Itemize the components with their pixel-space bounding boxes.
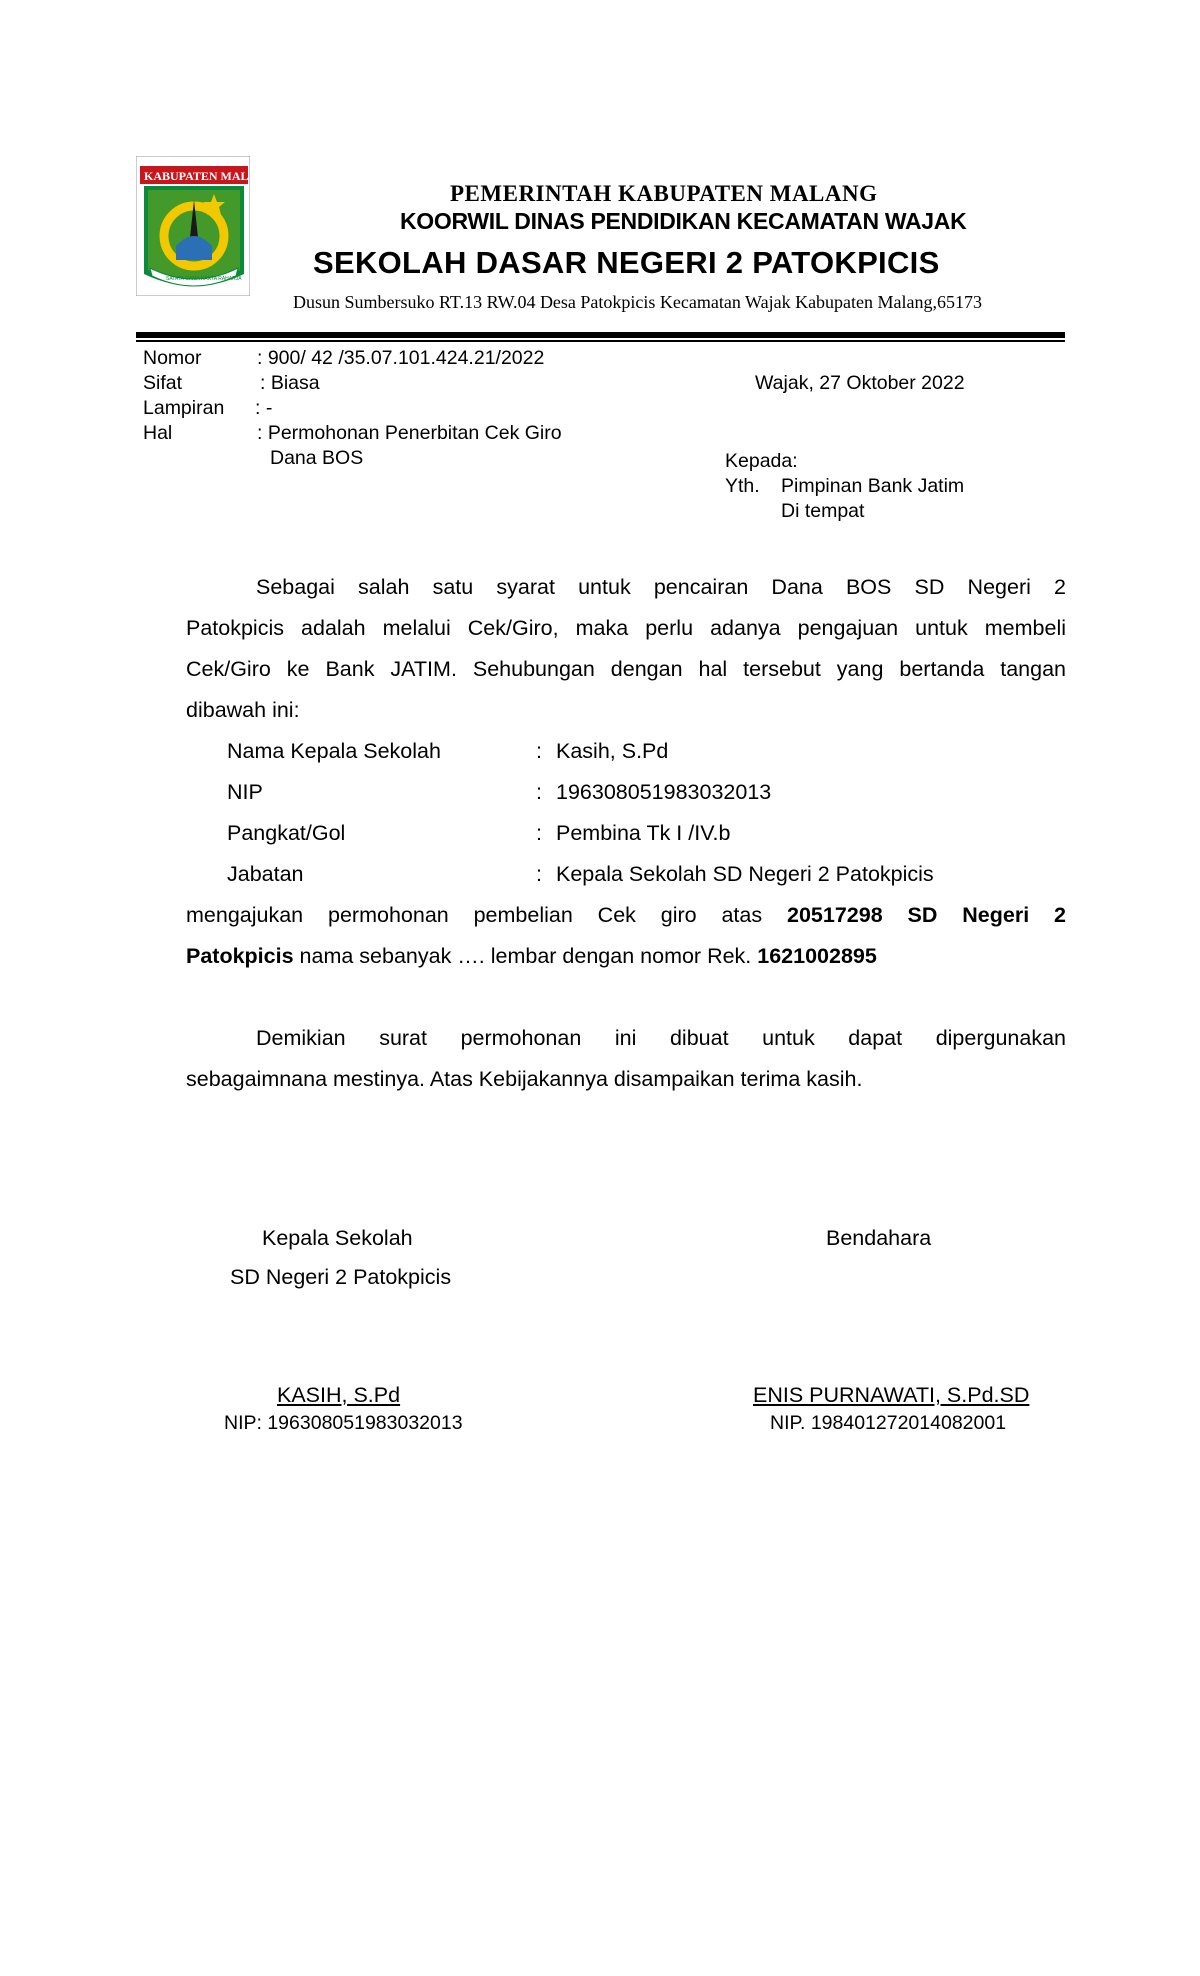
- field-label-pangkat: Pangkat/Gol: [227, 821, 346, 845]
- header-department: KOORWIL DINAS PENDIDIKAN KECAMATAN WAJAK: [400, 208, 967, 234]
- header-school-name: SEKOLAH DASAR NEGERI 2 PATOKPICIS: [313, 245, 940, 280]
- field-label-jabatan: Jabatan: [227, 862, 304, 886]
- logo-motto: SATATA GAMA KARTA RAHARJA: [166, 276, 242, 282]
- hal-value: : Permohonan Penerbitan Cek Giro: [257, 422, 562, 444]
- hal-value-line2: Dana BOS: [270, 447, 364, 469]
- lampiran-value: : -: [255, 397, 273, 419]
- field-colon: :: [536, 821, 542, 845]
- nomor-label: Nomor: [143, 347, 202, 369]
- logo-text: KABUPATEN MAL: [144, 169, 249, 183]
- body-paragraph-line: Sebagai salah satu syarat untuk pencairan Dana BOS SD Negeri 2: [256, 575, 1066, 599]
- kabupaten-malang-emblem: [136, 156, 250, 296]
- closing-line-1: Demikian surat permohonan ini dibuat untuk dapat dipergunakan: [256, 1026, 1066, 1050]
- header-government: PEMERINTAH KABUPATEN MALANG: [450, 181, 878, 206]
- letterhead-rule-thin: [136, 340, 1065, 342]
- request-text: nama sebanyak …. lembar dengan nomor Rek.: [299, 944, 752, 968]
- sifat-label: Sifat: [143, 372, 183, 394]
- sign-left-nip: NIP: 196308051983032013: [224, 1412, 463, 1434]
- sign-left-org: SD Negeri 2 Patokpicis: [230, 1265, 452, 1289]
- field-colon: :: [536, 739, 542, 763]
- field-colon: :: [536, 862, 542, 886]
- field-colon: :: [536, 780, 542, 804]
- field-value-jabatan: Kepala Sekolah SD Negeri 2 Patokpicis: [556, 862, 934, 886]
- request-line-1: [186, 903, 1066, 928]
- body-paragraph-line: Cek/Giro ke Bank JATIM. Sehubungan dengan hal tersebut yang bertanda tangan: [186, 657, 1066, 681]
- hal-label: Hal: [143, 422, 173, 444]
- field-label-nama: Nama Kepala Sekolah: [227, 739, 441, 763]
- request-rek-number: 1621002895: [757, 944, 877, 968]
- sign-right-name: ENIS PURNAWATI, S.Pd.SD: [753, 1383, 1030, 1407]
- kepada-label: Kepada:: [725, 450, 798, 472]
- body-paragraph-line: Patokpicis adalah melalui Cek/Giro, maka perlu adanya pengajuan untuk membeli: [186, 616, 1066, 640]
- yth-label: Yth.: [725, 475, 760, 497]
- sign-left-title: Kepala Sekolah: [262, 1226, 413, 1250]
- place-date: Wajak, 27 Oktober 2022: [755, 372, 965, 394]
- closing-line-2: sebagaimnana mestinya. Atas Kebijakannya disampaikan terima kasih.: [186, 1067, 863, 1091]
- header-address: Dusun Sumbersuko RT.13 RW.04 Desa Patokpicis Kecamatan Wajak Kabupaten Malang,65173: [293, 292, 983, 312]
- field-value-nip: 196308051983032013: [556, 780, 772, 804]
- field-value-pangkat: Pembina Tk I /IV.b: [556, 821, 731, 845]
- nomor-value: : 900/ 42 /35.07.101.424.21/2022: [257, 347, 545, 369]
- body-paragraph-line: dibawah ini:: [186, 698, 300, 722]
- sign-right-nip: NIP. 198401272014082001: [770, 1412, 1007, 1434]
- field-value-nama: Kasih, S.Pd: [556, 739, 669, 763]
- request-text: mengajukan permohonan pembelian Cek giro atas: [186, 903, 763, 927]
- request-line-2: [186, 944, 877, 969]
- lampiran-label: Lampiran: [143, 397, 225, 419]
- letterhead-rule: [136, 332, 1065, 338]
- request-school-bold: Patokpicis: [186, 944, 294, 968]
- sign-left-name: KASIH, S.Pd: [277, 1383, 401, 1407]
- sifat-value: : Biasa: [260, 372, 320, 394]
- field-label-nip: NIP: [227, 780, 263, 804]
- recipient: Pimpinan Bank Jatim: [781, 475, 965, 497]
- request-account-bold: 20517298 SD Negeri 2: [787, 903, 1066, 927]
- sign-right-title: Bendahara: [826, 1226, 932, 1250]
- recipient-place: Di tempat: [781, 500, 865, 522]
